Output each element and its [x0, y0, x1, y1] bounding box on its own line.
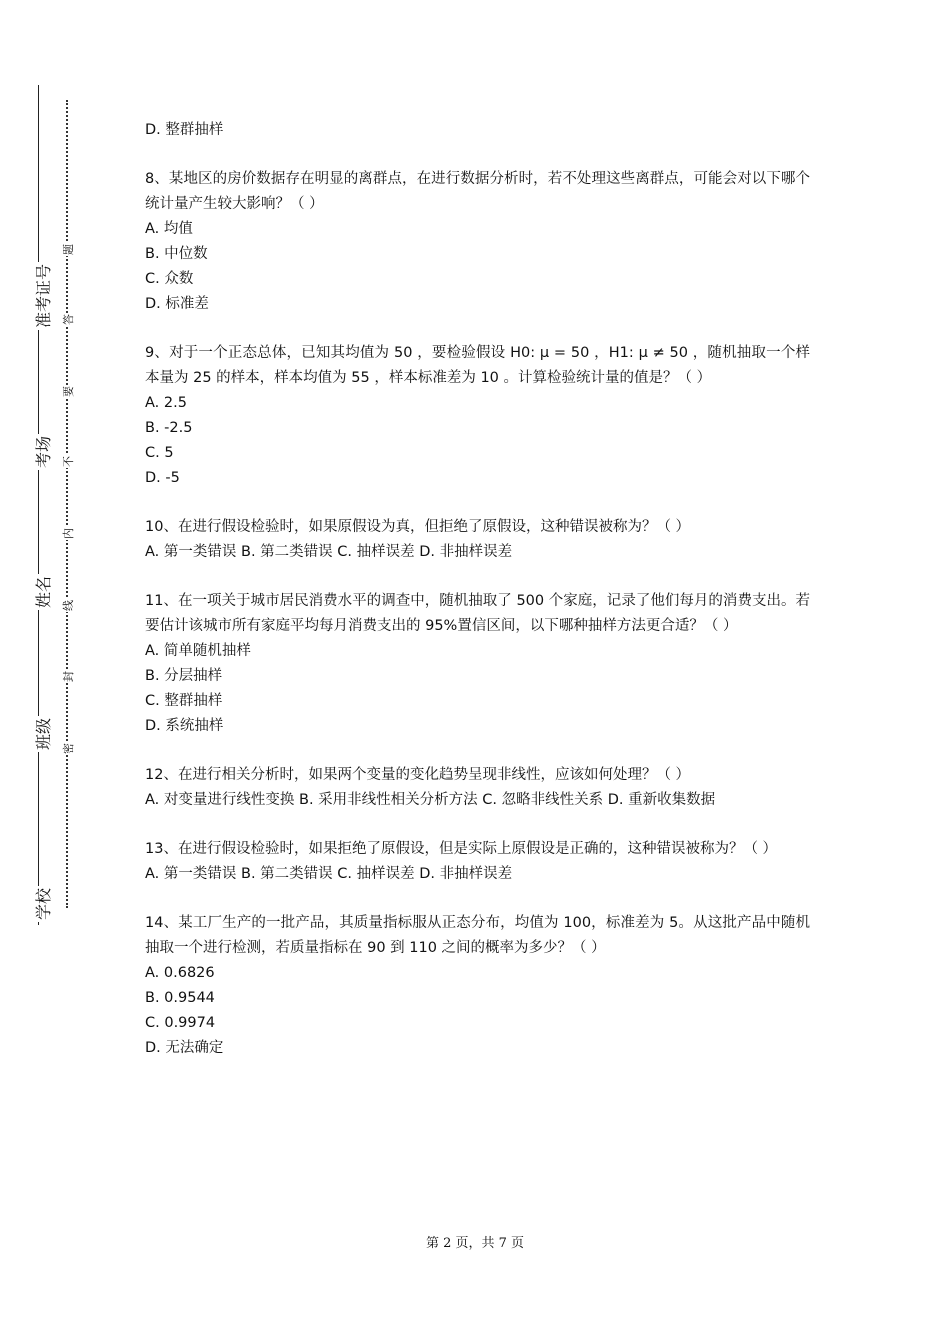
option: A. 对变量进行线性变换 B. 采用非线性相关分析方法 C. 忽略非线性关系 D. 重新收集数据	[145, 792, 716, 808]
option: D. 无法确定	[145, 1040, 224, 1056]
exam-room-label: 考场	[31, 434, 54, 470]
option: B. 中位数	[145, 246, 208, 262]
question-text: 11、在一项关于城市居民消费水平的调查中，随机抽取了 500 个家庭，记录了他们每月的消费支出。若要估计该城市所有家庭平均每月消费支出的 95%置信区间，以下哪种抽样方法更合适？（ ）	[145, 593, 810, 634]
school-label: 学校	[31, 886, 54, 922]
option: B. 0.9544	[145, 990, 215, 1006]
seal-char: 不	[62, 456, 75, 467]
seal-char: 密	[62, 743, 75, 754]
question-10	[145, 515, 810, 565]
option: A. 均值	[145, 221, 193, 237]
question-text: 8、某地区的房价数据存在明显的离群点，在进行数据分析时，若不处理这些离群点，可能会对以下哪个统计量产生较大影响？（ ）	[145, 171, 810, 212]
question-7-tail	[145, 118, 810, 143]
name-label: 姓名	[31, 574, 54, 610]
question-14	[145, 911, 810, 1061]
option: A. 第一类错误 B. 第二类错误 C. 抽样误差 D. 非抽样误差	[145, 866, 513, 882]
question-11	[145, 589, 810, 739]
option: D. 系统抽样	[145, 718, 224, 734]
option: B. -2.5	[145, 420, 193, 436]
option: C. 0.9974	[145, 1015, 216, 1031]
seal-char: 封	[62, 671, 75, 682]
binding-solid-line	[38, 85, 39, 925]
seal-char: 要	[62, 386, 75, 397]
option: C. 众数	[145, 271, 194, 287]
question-13	[145, 837, 810, 887]
question-text: 13、在进行假设检验时，如果拒绝了原假设，但是实际上原假设是正确的，这种错误被称为？（ ）	[145, 841, 778, 857]
seal-char: 答	[62, 314, 75, 325]
question-text: 12、在进行相关分析时，如果两个变量的变化趋势呈现非线性，应该如何处理？（ ）	[145, 767, 691, 783]
seal-dotted-line	[66, 100, 68, 908]
option: B. 分层抽样	[145, 668, 223, 684]
option: D. 标准差	[145, 296, 209, 312]
option: A. 第一类错误 B. 第二类错误 C. 抽样误差 D. 非抽样误差	[145, 544, 513, 560]
option: A. 2.5	[145, 395, 187, 411]
seal-char: 内	[62, 528, 75, 539]
option: A. 简单随机抽样	[145, 643, 251, 659]
question-9	[145, 341, 810, 491]
class-label: 班级	[31, 716, 54, 752]
question-8	[145, 167, 810, 317]
question-text: 10、在进行假设检验时，如果原假设为真，但拒绝了原假设，这种错误被称为？（ ）	[145, 519, 691, 535]
page-number: 第 2 页，共 7 页	[425, 1236, 525, 1251]
question-text: 14、某工厂生产的一批产品，其质量指标服从正态分布，均值为 100，标准差为 5。从这批产品中随机抽取一个进行检测，若质量指标在 90 到 110 之间的概率为多少？（ ）	[145, 915, 810, 956]
option: C. 5	[145, 445, 174, 461]
option: D. 整群抽样	[145, 122, 224, 138]
exam-id-label: 准考证号	[31, 262, 54, 330]
option: D. -5	[145, 470, 180, 486]
question-12	[145, 763, 810, 813]
binding-margin	[0, 0, 90, 1344]
seal-char: 线	[62, 600, 75, 611]
option: C. 整群抽样	[145, 693, 223, 709]
seal-char: 题	[62, 244, 75, 255]
question-list	[145, 118, 810, 1085]
option: A. 0.6826	[145, 965, 215, 981]
question-text: 9、对于一个正态总体，已知其均值为 50 ，要检验假设 H0: μ = 50 ，H1: μ ≠ 50 ，随机抽取一个样本量为 25 的样本，样本均值为 55 ，样本标准差为 10 。计算检验统计量的值是？（ ）	[145, 345, 810, 386]
